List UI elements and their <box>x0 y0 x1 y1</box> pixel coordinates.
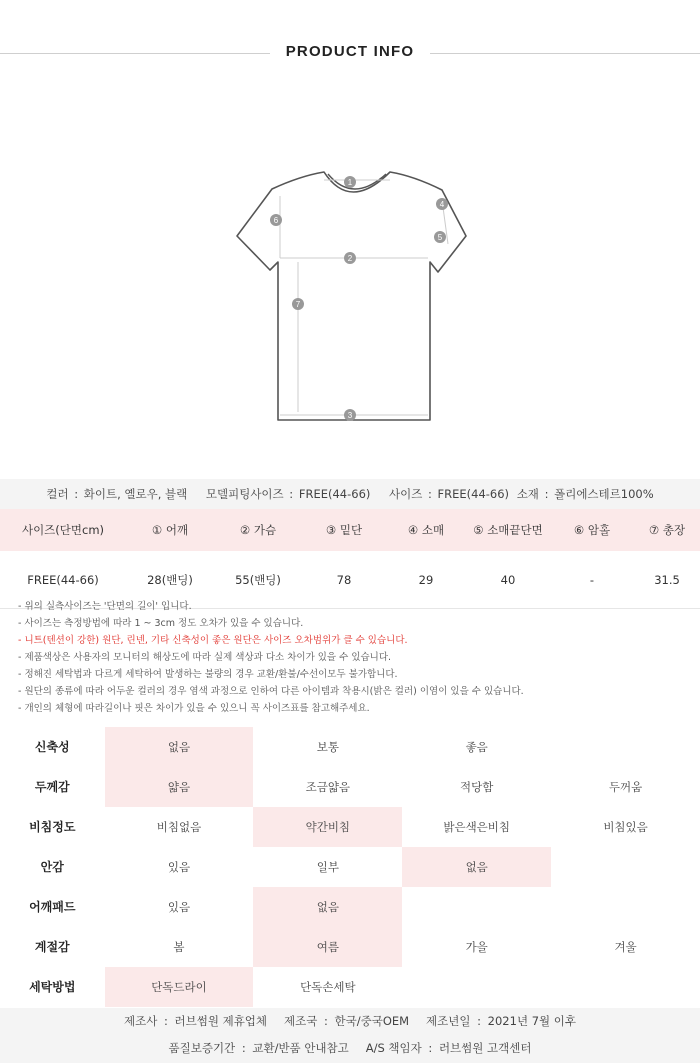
size-header-cell: ③ 밑단 <box>325 523 363 537</box>
char-row-season <box>0 927 700 967</box>
svg-text:4: 4 <box>439 200 445 209</box>
char-option: 봄 <box>173 940 185 954</box>
header-divider-right <box>430 53 700 54</box>
char-option: 조금얇음 <box>305 780 351 794</box>
char-label: 안감 <box>40 860 64 874</box>
date-value: 2021년 7월 이후 <box>487 1014 577 1028</box>
marker-2 <box>344 252 356 264</box>
country-value: 한국/중국OEM <box>334 1014 410 1028</box>
size-cell: 28(밴딩) <box>147 572 193 587</box>
char-option: 가을 <box>465 940 488 954</box>
marker-4 <box>436 198 448 210</box>
size-header-cell: ② 가슴 <box>239 523 277 537</box>
char-option <box>551 887 700 927</box>
svg-text:6: 6 <box>273 216 279 225</box>
warranty-label: 품질보증기간 <box>168 1041 236 1055</box>
char-label: 계절감 <box>34 940 70 954</box>
size-cell: 55(밴딩) <box>235 572 281 587</box>
note-item: - 사이즈는 측정방법에 따라 1 ~ 3cm 정도 오차가 있을 수 있습니다. <box>18 618 304 629</box>
char-option: 겨울 <box>614 940 637 954</box>
size-cell: - <box>589 572 595 587</box>
marker-7 <box>292 298 304 310</box>
marker-6 <box>270 214 282 226</box>
size-cell: 40 <box>500 572 516 587</box>
model-size-label: 모델피팅사이즈 <box>205 487 284 501</box>
char-option <box>402 887 551 927</box>
note-item-warning: - 니트(텐션이 강한) 원단, 린넨, 기타 신축성이 좋은 원단은 사이즈 오차범위가 클 수 있습니다. <box>18 635 408 646</box>
note-item: - 개인의 체형에 따라길이나 핏은 차이가 있을 수 있으니 꼭 사이즈표를 참고해주세요. <box>18 703 370 714</box>
size-cell: 29 <box>418 572 434 587</box>
size-header-cell: ⑦ 총장 <box>648 523 686 537</box>
char-option: 약간비침 <box>253 807 402 847</box>
char-label: 신축성 <box>34 740 70 754</box>
size-header-cell: ⑥ 암홀 <box>573 523 611 537</box>
size-cell: 78 <box>336 572 352 587</box>
char-row-transparency <box>0 807 700 847</box>
product-summary-bar: 컬러 : 화이트, 옐로우, 블랙 모델피팅사이즈 : FREE(44-66) 사이즈 : FREE(44-66) 소재 : 폴리에스테르100% <box>0 479 700 509</box>
svg-text:3: 3 <box>347 411 353 420</box>
fabric-characteristics-table <box>0 727 700 1007</box>
char-option: 없음 <box>253 887 402 927</box>
char-option <box>551 727 700 767</box>
char-option: 있음 <box>167 860 191 874</box>
char-option: 일부 <box>316 860 339 874</box>
char-option: 적당함 <box>460 780 494 794</box>
footer-row-2: 품질보증기간 : 교환/반품 안내참고 A/S 책임자 : 러브썸원 고객센터 <box>168 1041 532 1055</box>
model-size-value: FREE(44-66) <box>298 487 371 501</box>
char-option: 없음 <box>402 847 551 887</box>
svg-text:5: 5 <box>437 233 443 242</box>
char-option: 두꺼움 <box>608 780 643 794</box>
material-label: 소재 <box>516 487 539 501</box>
size-header-cell: ① 어깨 <box>151 523 189 537</box>
maker-value: 러브썸원 제휴업체 <box>174 1014 268 1028</box>
char-row-stretch <box>0 727 700 767</box>
char-label: 세탁방법 <box>29 980 76 994</box>
size-cell: 31.5 <box>654 572 680 587</box>
svg-text:7: 7 <box>295 300 301 309</box>
char-option: 밝은색은비침 <box>443 820 511 834</box>
marker-1 <box>344 176 356 188</box>
size-header-cell: 사이즈(단면cm) <box>21 523 105 537</box>
char-option: 비침있음 <box>603 820 648 834</box>
size-notes <box>18 598 688 717</box>
char-option: 비침없음 <box>156 820 202 834</box>
product-info-header <box>0 0 700 105</box>
char-option: 여름 <box>253 927 402 967</box>
char-option: 단독손세탁 <box>300 980 356 994</box>
tshirt-measurement-diagram <box>220 150 480 440</box>
note-item: - 정해진 세탁법과 다르게 세탁하여 발생하는 불량의 경우 교환/환불/수선이모두 불가합니다. <box>18 669 398 680</box>
maker-label: 제조사 <box>123 1014 158 1028</box>
section-title: PRODUCT INFO <box>285 43 415 60</box>
size-header-cell: ⑤ 소매끝단면 <box>473 523 543 537</box>
as-value: 러브썸원 고객센터 <box>438 1041 532 1055</box>
date-label: 제조년일 <box>426 1014 471 1028</box>
svg-text:2: 2 <box>347 254 353 263</box>
char-option: 단독드라이 <box>105 967 254 1007</box>
char-option: 얇음 <box>105 767 254 807</box>
char-row-thickness <box>0 767 700 807</box>
size-table-header <box>0 509 700 551</box>
note-item: - 위의 실측사이즈는 '단면의 길이' 입니다. <box>18 601 192 612</box>
color-value: 화이트, 옐로우, 블랙 <box>83 487 188 501</box>
svg-text:1: 1 <box>347 178 353 187</box>
country-label: 제조국 <box>284 1014 318 1028</box>
warranty-value: 교환/반품 안내참고 <box>252 1041 349 1055</box>
marker-3 <box>344 409 356 421</box>
char-option: 있음 <box>167 900 191 914</box>
material-value: 폴리에스테르100% <box>554 487 654 501</box>
char-row-shoulder-pad <box>0 887 700 927</box>
marker-5 <box>434 231 446 243</box>
char-option <box>551 967 700 1007</box>
size-cell: FREE(44-66) <box>27 572 99 587</box>
color-label: 컬러 <box>46 487 69 501</box>
char-option: 없음 <box>105 727 254 767</box>
char-option: 좋음 <box>465 740 488 754</box>
as-label: A/S 책임자 <box>365 1041 422 1055</box>
char-option: 보통 <box>316 740 339 754</box>
char-label: 비침정도 <box>29 820 76 834</box>
char-option <box>402 967 551 1007</box>
note-item: - 제품색상은 사용자의 모니터의 해상도에 따라 실제 색상과 다소 차이가 있을 수 있습니다. <box>18 652 392 663</box>
size-label: 사이즈 <box>389 487 423 501</box>
char-row-lining <box>0 847 700 887</box>
manufacturer-info <box>0 1008 700 1063</box>
size-value: FREE(44-66) <box>437 487 510 501</box>
char-row-washing <box>0 967 700 1007</box>
size-header-cell: ④ 소매 <box>407 523 445 537</box>
tshirt-illustration <box>220 150 480 440</box>
tshirt-outline <box>237 172 466 420</box>
char-label: 두께감 <box>34 780 70 794</box>
char-option <box>551 847 700 887</box>
note-item: - 원단의 종류에 따라 어두운 컬러의 경우 염색 과정으로 인하여 다른 아이템과 착용시(밝은 컬러) 이염이 있을 수 있습니다. <box>18 686 524 697</box>
char-label: 어깨패드 <box>29 900 76 914</box>
footer-row-1: 제조사 : 러브썸원 제휴업체 제조국 : 한국/중국OEM 제조년일 : 2021년 7월 이후 <box>123 1014 577 1028</box>
size-table <box>0 509 700 609</box>
